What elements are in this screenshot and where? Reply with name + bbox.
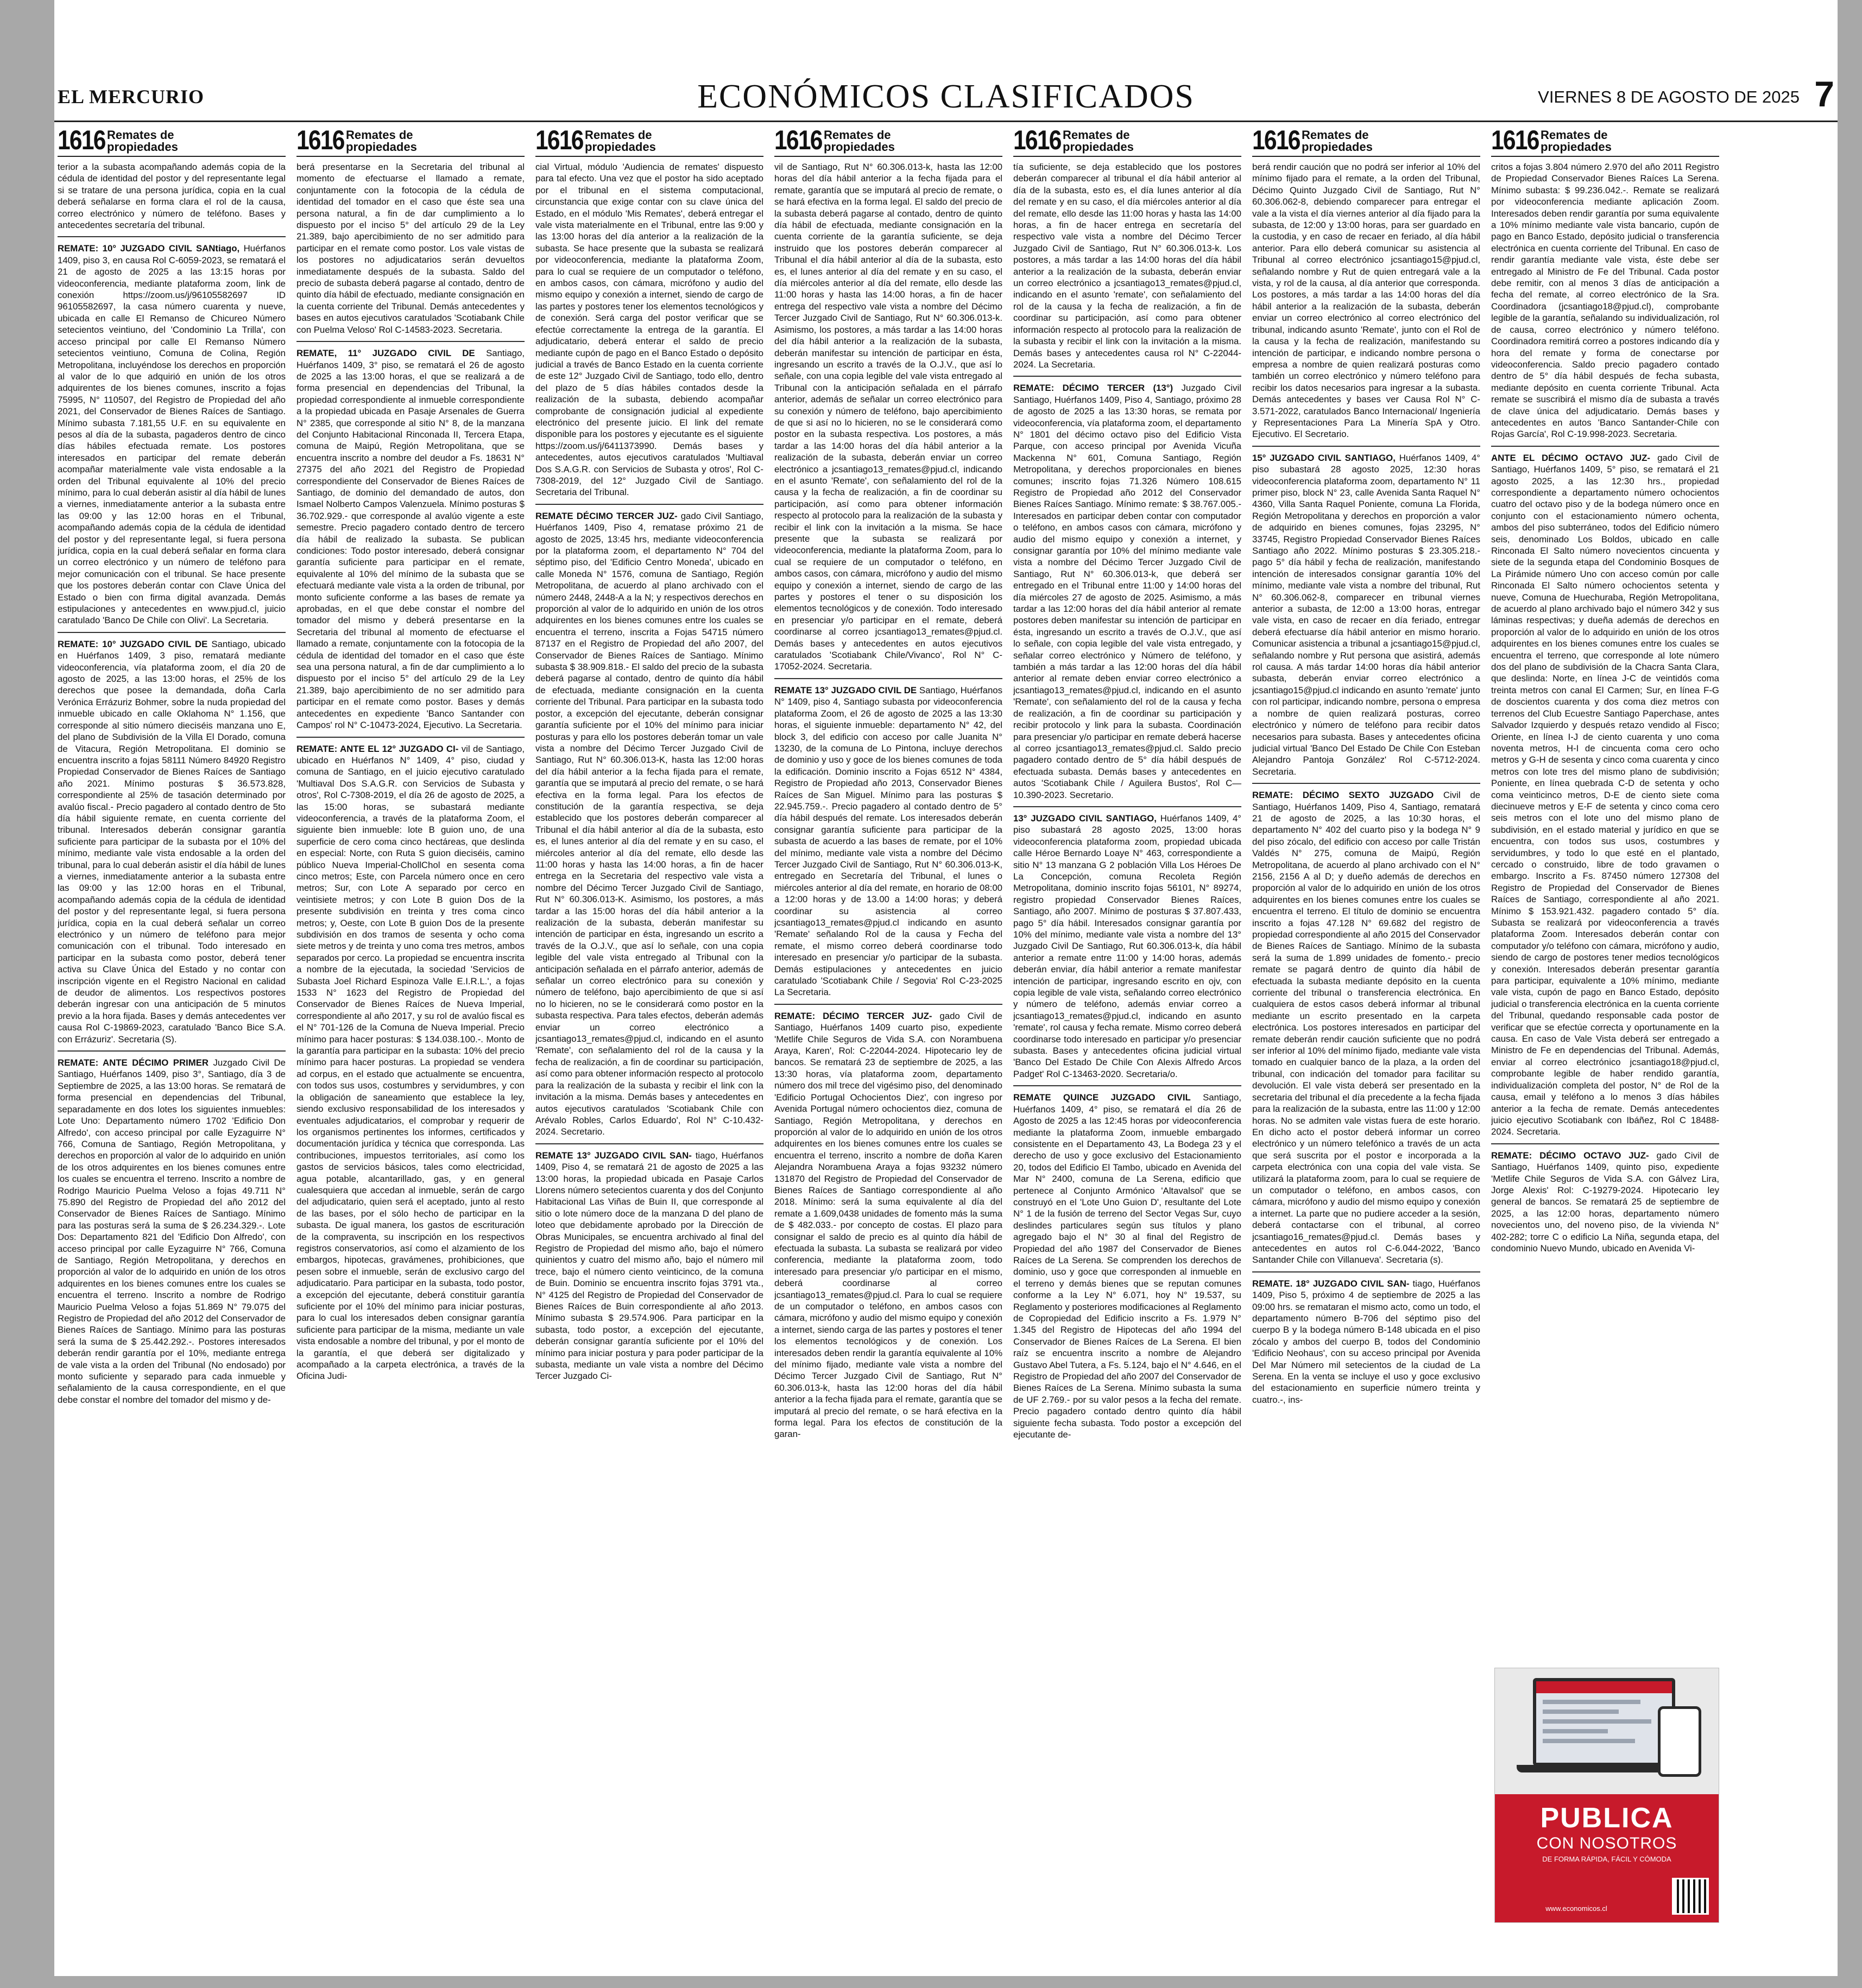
notice-text: gado Civil Santiago, Huérfanos 1409, Piso 4, rematase próximo 21 de agosto de 2025, 13:45 hrs, mediante videoconferencia por la plataforma zoom, el departamento N° 704 del séptimo piso, del 'Edificio Centro Moneda', ubicado en calle Moneda N° 1576, comuna de Santiago, Región Metropolitana, de acuerdo al plano archivado con el número 2448, 2448-A a la N; y respectivos derechos en proporción al valor de lo adquirido en unión de los otros adquirentes en los bienes comunes entre los cuales se encuentra el terreno, inscrita a Fojas 54715 número 87137 en el Registro de Propiedad del año 2007, del Conservador de Bienes Raíces de Santiago. Mínimo subasta $ 38.909.818.- El saldo del precio de la subasta deberá pagarse al contado, dentro de quinto día hábil de efectuada, mediante consignación en la cuenta corriente del Tribunal. Para participar en la subasta todo postor, a excepción del ejecutante, deberán consignar garantía suficiente por el 10% del mínimo para iniciar posturas y para ello los postores deberán tomar un vale vista a nombre del Décimo Tercer Juzgado Civil de Santiago, Rut N° 60.306.013-K, hasta las 12:00 horas del día hábil anterior a la fecha fijada para el remate, garantía que se imputará al precio del remate, o se hará efectiva en la forma legal. Para los efectos de constitución de la garantía respectiva, se deja establecido que los postores deberán comparecer al Tribunal el día hábil anterior al día de la subasta, esto es, el lunes anterior al día del remate y en su caso, el miércoles anterior al día del remate, ello desde las 11:00 horas y hasta las 14:00 horas, a fin de hacer entrega en la Secretaria del respectivo vale vista a nombre del Décimo Tercer Juzgado Civil de Santiago, Rut N° 60.306.013-K. Asimismo, los postores, a más tardar a las 15:00 horas del día hábil anterior a la realización de la subasta, deberán manifestar su intención de participar en ésta, ingresando un escrito a través de la O.J.V., que así lo señale, con una copia legible del vale vista entregado al Tribunal con la anticipación señalada en el párrafo anterior, además de señalar un correo electrónico para su conexión y número de teléfono, bajo apercibimiento de que si así no lo hicieren, no se le considerará como postor en la subasta respectiva. Para tales efectos, deberán además enviar un correo electrónico a jcsantiago13_remates@pjud.cl, indicando en el asunto 'Remate', con señalamiento del rol de la causa y la fecha de realización, a fin de coordinar su participación, así como para obtener información respecto al protocolo para la realización de la subasta y recibir el link con la invitación a la misma. Demás bases y antecedentes en autos ejecutivos caratulados 'Scotiabank Chile con Arévalo Robles, Carlos Eduardo', Rol N° C-10.432-2024. Secretario. <box>535 510 763 1137</box>
section-label <box>346 126 417 153</box>
notice-text: tiago, Huérfanos 1409, Piso 4, se rematará 21 de agosto de 2025 a las 13:00 horas, la propiedad ubicada en Pasaje Carlos Llorens número setecientos cuarenta y dos del Conjunto Habitacional Las Viñas de Buin II, que corresponde al sitio o lote número doce de la manzana D del plano de loteo que debidamente aprobado por la Dirección de Obras Municipales, se encuentra archivado al final del Registro de Propiedad del mismo año, bajo el número quinientos y cuatro del mismo año, bajo el número mil trece, bajo el número ciento veinticinco, de la comuna de Buin. Dominio se encuentra inscrito fojas 3791 vta., N° 4125 del Registro de Propiedad del Conservador de Bienes Raíces de Buin correspondiente al año 2013. Mínimo subasta $ 29.574.906. Para participar en la subasta, todo postor, a excepción del ejecutante, deberán consignar garantía suficiente por el 10% del mínimo para iniciar postura y para poder participar de la subasta, mediante un vale vista a nombre del Décimo Tercer Juzgado Ci- <box>535 1150 763 1382</box>
notice-text: berá rendir caución que no podrá ser inferior al 10% del mínimo fijado para el remate, a la orden del Tribunal, Décimo Quinto Juzgado Civil de Santiago, Rut N° 60.306.062-8, debiendo comparecer para entregar el vale a la vista el día viernes anterior al día fijado para la subasta, de 12:00 y 13:00 horas, para ser guardado en la custodia, y en caso de recaer en feriado, al día hábil anterior. Para ello deberá comunicar su asistencia al Tribunal al correo electrónico jcsantiago15@pjud.cl, señalando nombre y Rut de quien entregará vale a la vista, y rol de la causa, al día anterior que corresponda. Los postores, a más tardar a las 14:00 horas del día hábil anterior a la realización de la subasta, deberán enviar un correo electrónico al correo electrónico del tribunal, indicando asunto 'Remate', junto con el Rol de la causa y la fecha de realización, manifestando su intención de participar, e indicando nombre persona o empresa a nombre de quien realizará posturas como también un correo electrónico y número teléfono para recibir los datos necesarios para ingresar a la subasta. Demás antecedentes y bases ver Causa Rol N° C-3.571-2022, caratulados Banco Internacional/ Ingeniería y Representaciones Para La Minería SpA y Otro. Ejecutivo. El Secretario. <box>1252 162 1480 440</box>
classified-notice <box>774 685 1002 998</box>
laptop-illustration <box>1533 1678 1675 1766</box>
section-code: 1616 <box>1252 126 1300 155</box>
column-body <box>774 157 1002 1440</box>
section-label <box>585 126 656 153</box>
bottom-margin <box>0 1976 1862 1988</box>
column-header <box>296 126 525 157</box>
paper-name: EL MERCURIO <box>58 86 205 107</box>
classified-notice <box>535 1150 763 1382</box>
classified-notice <box>1252 452 1480 777</box>
screen-line <box>1543 1739 1635 1743</box>
section-label-line1: Remates de <box>1063 128 1130 142</box>
classified-notice <box>774 161 1002 673</box>
section-label-line2: propiedades <box>107 140 178 154</box>
item-divider <box>1252 446 1480 447</box>
ad-subtitle: CON NOSOTROS <box>1536 1834 1677 1852</box>
classified-notice <box>1013 1092 1241 1440</box>
notice-lead: REMATE: DÉCIMO TERCER (13°) <box>1013 383 1173 394</box>
column-body <box>535 157 763 1382</box>
classified-notice <box>58 638 286 1045</box>
notice-text: Huérfanos 1409, 4° piso subastará 28 agosto 2025, 13:00 horas videoconferencia plataforma zoom, propiedad ubicada calle Héroe Bernardo Loaye N° 463, correspondiente a sitio N° 13 manzana G 2 población Villa Los Héroes De La Concepción, comuna Recoleta Región Metropolitana, dominio inscrito fojas 56101, N° 89274, registro propiedad Conservador Bienes Raíces, Santiago, año 2007. Mínimo de posturas $ 37.807.433, pago 5° día hábil. Interesados consignar garantía por 10% del mínimo, mediante vale vista a nombre del 13° Juzgado Civil De Santiago, Rut 60.306.013-k, día hábil anterior a remate entre 11:00 y 14:00 horas, además deberán enviar, día hábil anterior a remate manifestar intención de participar, ingresando escrito en ojv, con copia legible de vale vista, señalando correo electrónico y número de teléfono, además enviar correo a jcsantiago13_remates@pjud.cl, indicando en asunto 'remate', rol causa y fecha remate. Mismo correo deberá coordinarse todo interesado en participar y/o presenciar subasta. Bases y antecedentes oficina judicial virtual 'Banco Del Estado De Chile Con Alexis Alfredo Arcos Padget' Rol C-13463-2020. Secretaria/o. <box>1013 813 1241 1079</box>
notice-text: Santiago, Huérfanos 1409, 4° piso, se rematará el día 26 de Agosto de 2025 a las 12:45 horas por videoconferencia mediante la plataforma Zoom, inmueble embargado consistente en el Departamento 43, La Bodega 23 y el derecho de uso y goce exclusivo del Estacionamiento 20, todos del Edificio El Tambo, ubicado en Avenida del Mar N° 2400, comuna de La Serena, edificio que pertenece al Conjunto Armónico 'Altavalsol' que se construyó en el 'Lote Uno Guion D', resultante del Lote N° 1 de la fusión de terreno del Sector Vegas Sur, cuyo deslindes particulares según sus títulos y plano agregado bajo el N° 30 al final del Registro de Propiedad del año 1987 del Conservador de Bienes Raíces de La Serena. Se comprenden los derechos de dominio, uso y goce que corresponden al inmueble en el terreno y demás bienes que se reputan comunes conforme a la Ley N° 6.071, hoy N° 19.537, su Reglamento y posteriores modificaciones al Reglamento de Copropiedad del Edificio inscrito a Fs. 1.979 N° 1.345 del Registro de Hipotecas del año 1994 del Conservador de Bienes Raíces de La Serena. El bien raíz se encuentra inscrito a nombre de Alejandro Gustavo Abel Tutera, a Fs. 5.124, bajo el N° 4.646, en el Registro de Propiedad del año 2007 del Conservador de Bienes Raíces de La Serena. Mínimo subasta la suma de UF 2.769.- por su valor pesos a la fecha del remate. Precio pagadero contado dentro quinto día hábil siguiente fecha subasta. Todo postor a excepción del ejecutante de- <box>1013 1092 1241 1440</box>
notice-text: vil de Santiago, ubicado en Huérfanos N° 1409, 4° piso, ciudad y comuna de Santiago, en el juicio ejecutivo caratulado 'Multiaval Dos S.A.G.R. con Servicios de Subasta y otros', Rol C-7308-2019, el día 26 de agosto de 2025, a las 15:00 horas, se subastará mediante videoconferencia, a través de la plataforma Zoom, el siguiente bien inmueble: lote B guion uno, de una superficie de cero coma cinco hectáreas, que deslinda en especial: Norte, con Ruta S guion dieciséis, camino público Nueva Imperial-ChollChol en sesenta coma cinco metros; Este, con Parcela número once en cero metros; Sur, con Lote A separado por cerco en veintisiete metros; y con Lote B guion Dos de la presente subdivisión en treinta y tres coma cinco metros; y, Oeste, con Lote B guion Dos de la presente subdivisión en dos tramos de sesenta y ocho coma siete metros y de treinta y uno coma tres metros, ambos separados por cerco. La propiedad se encuentra inscrita a nombre de la ejecutada, la sociedad 'Servicios de Subasta Joel Richard Espinoza Valle E.I.R.L.', a fojas 1533 N° 1623 del Registro de Propiedad del Conservador de Bienes Raíces de Nueva Imperial, correspondiente al año 2017, y su rol de avalúo fiscal es el N° 701-126 de la Comuna de Nueva Imperial. Precio mínimo para hacer posturas: $ 134.038.100.-. Monto de la garantía para participar en la subasta: 10% del precio mínimo para hacer posturas. La propiedad se vendera ad corpus, en el estado que actualmente se encuentra, con todos sus usos, costumbres y servidumbres, y con la obligación de saneamiento que establece la ley, siendo exclusivo responsabilidad de los interesados y eventuales adjudicatarios, el comprobar y requerir de los organismos pertinentes los informes, certificados y documentación jurídica y técnica que corresponda. Las contribuciones, impuestos territoriales, así como los gastos de servicios básicos, tales como electricidad, agua potable, alcantarillado, gas, y en general cualesquiera que accedan al inmueble, serán de cargo del adjudicatario, quien será el aceptado, junto al resto de las bases, por el sólo hecho de participar en la subasta. De igual manera, los gastos de escrituración de la compraventa, su inscripción en los respectivos registros conservatorios, así como el alzamiento de los embargos, hipotecas, gravámenes, prohibiciones, que pesen sobre el inmueble, serán de exclusivo cargo del adjudicatario. Para participar en la subasta, todo postor, a excepción del ejecutante, deberá constituir garantía suficiente por el 10% del mínimo para iniciar posturas, para lo cual los interesados deben consignar garantía suficiente para participar de la misma, mediante un vale vista endosable a nombre del tribunal, y por el monto de la garantía, el que deberá ser digitalizado y acompañado a la carpeta electrónica, a través de la Oficina Judi- <box>296 743 525 1382</box>
notice-text: Juzgado Civil Santiago, Huérfanos 1409, Piso 4, Santiago, próximo 28 de agosto de 2025 a las 13:30 horas, se remata por videoconferencia, vía plataforma zoom, el departamento N° 1801 del décimo octavo piso del Edificio Vista Parque, con acceso principal por Avenida Vicuña Mackenna N° 601, Comuna Santiago, Región Metropolitana, y derechos proporcionales en bienes comunes; inscrito fojas 71.326 Número 108.615 Registro de Propiedad año 2012 del Conservador Bienes Raíces Santiago. Mínimo remate: $ 38.767.005.- Interesados en participar deben contar con computador o teléfono, en ambos casos con cámara, micrófono y audio del mismo equipo y conexión a internet, y consignar garantía por 10% del mínimo mediante vale vista a nombre del Décimo Tercer Juzgado Civil de Santiago, Rut N° 60.306.013-k, que deberá ser entregado en el Tribunal entre 11:00 y 14:00 horas del día miércoles 27 de agosto de 2025. Asimismo, a más tardar a las 12:00 horas del día hábil anterior al remate postores deben manifestar su intención de participar en ésta, ingresando un escrito a través de O.J.V., que así lo señale, con copia legible del vale vista entregado, y señalar correo electrónico y Número de teléfono, y también a más tardar a las 12:00 horas del día hábil anterior al remate deben enviar correo electrónico a jcsantiago13_remates@pjud.cl, indicando en el asunto 'Remate', con señalamiento del rol de la causa y fecha de realización, a fin de coordinar su participación y recibir protocolo y link para la subasta. Coordinación para presenciar y/o participar en remate deberá hacerse al correo jcsantiago13_remates@pjud.cl. Saldo precio pagadero contado dentro de 5° día hábil después de efectuada subasta. Demás bases y antecedentes en autos 'Scotiabank Chile / Aguilera Bustos', Rol C—10.390-2023. Secretario. <box>1013 383 1241 800</box>
classified-notice <box>296 743 525 1382</box>
classified-notice <box>535 161 763 498</box>
left-margin <box>0 0 54 1988</box>
section-label-line2: propiedades <box>1541 140 1612 154</box>
classified-notice <box>296 161 525 335</box>
section-title: ECONÓMICOS CLASIFICADOS <box>697 78 1195 115</box>
masthead-rule <box>54 121 1838 122</box>
section-label <box>107 126 178 153</box>
classified-notice <box>58 161 286 231</box>
notice-lead: REMATE QUINCE JUZGADO CIVIL <box>1013 1092 1191 1103</box>
item-divider <box>535 1143 763 1144</box>
section-label <box>1541 126 1612 153</box>
classified-notice <box>1491 452 1719 1138</box>
classified-notice <box>58 1057 286 1405</box>
notice-lead: REMATE. 18° JUZGADO CIVIL SAN- <box>1252 1278 1410 1289</box>
notice-text: gado Civil de Santiago, Huérfanos 1409 cuarto piso, expediente 'Metlife Chile Seguros de Vida S.A. con Norambuena Araya, Karen', Rol: C-22044-2024. Hipotecario ley de bancos. Se rematará 23 de septiembre de 2025, a las 13:30 horas, vía plataforma zoom, departamento número dos mil trece del vigésimo piso, del denominado 'Edificio Portugal Ochocientos Diez', con ingreso por Avenida Portugal número ochocientos diez, comuna de Santiago, Región Metropolitana, y derechos en proporción al valor de lo adquirido en unión de los otros adquirentes en los bienes comunes entre los cuales se encuentra el terreno, inscrito a nombre de doña Karen Alejandra Norambuena Araya a fojas 93232 número 131870 del Registro de Propiedad del Conservador de Bienes Raíces de Santiago correspondiente al año 2018. Mínimo: será la suma equivalente al día del remate a 1.609,0438 unidades de fomento más la suma de $ 482.033.- por concepto de costas. El plazo para consignar el saldo de precio es al quinto día hábil de efectuada la subasta. La subasta se realizará por video conferencia, mediante la plataforma zoom, todo interesado para presenciar y/o participar en el mismo, deberá coordinarse al correo jcsantiago13_remates@pjud.cl. Para lo cual se requiere de un computador o teléfono, en ambos casos con cámara, micrófono y audio del mismo equipo y conexión a internet, siendo carga de las partes y postores el tener los elementos tecnológicos y de conexión. Los interesados deben rendir la garantía equivalente al 10% del mínimo fijado, mediante vale vista a nombre del Décimo Tercer Juzgado Civil de Santiago, Rut N° 60.306.013-k, hasta las 12:00 horas del día hábil anterior a la fecha fijada para el remate, garantía que se imputará al precio del remate, o se hará efectiva en la forma legal. Para los efectos de constitución de la garan- <box>774 1010 1002 1440</box>
notice-text: vil de Santiago, Rut N° 60.306.013-k, hasta las 12:00 horas del día hábil anterior a la fecha fijada para el remate, garantía que se imputará al precio de remate, o se hará efectiva en la forma legal. El saldo del precio de la subasta deberá pagarse al contado, dentro de quinto día hábil de efectuada, mediante consignación en la cuenta corriente de la garantía suficiente, se deja instruido que los postores deberán comparecer al Tribunal el día hábil anterior al día de la subasta, esto es, el lunes anterior al día del remate y en su caso, el día miércoles anterior al día del remate, ello desde las 11:00 horas y hasta las 14:00 horas, a fin de hacer entrega del respectivo vale vista a nombre del Décimo Tercer Juzgado Civil de Santiago, Rut N° 60.306.013-k. Asimismo, los postores, a más tardar a las 14:00 horas del día hábil anterior a la realización de la subasta, deberán manifestar su intención de participar en ésta, ingresando un escrito a través de la O.J.V., que así lo señale, con una copia legible del vale vista entregado al Tribunal con la anticipación señalada en el párrafo anterior, además de señalar un correo electrónico para su conexión y número de teléfono, bajo apercibimiento de que si así no lo hicieren, no se le considerará como postor en la subasta respectiva. Los postores, a más tardar a las 14:00 horas del día hábil anterior a la realización de la subasta, deberán enviar un correo electrónico a jcsantiago13_remates@pjud.cl, indicando en el asunto 'Remate', con señalamiento del rol de la causa y la fecha de realización, a fin de coordinar su participación, así como para obtener información respecto al protocolo para la realización de la subasta y recibir el link con la invitación a la misma. Se hace presente que la subasta se realizará por videoconferencia, mediante la plataforma Zoom, para lo cual se requiere de un computador o teléfono, en ambos casos, con cámara, micrófono y audio del mismo equipo y conexión a internet, siendo de cargo de las partes y postores el tener o su disposición los elementos tecnológicos y de conexión. Todo interesado en presenciar y/o participar en el remate, deberá coordinarse al correo jcsantiago13_remates@pjud.cl. Demás bases y antecedentes en autos ejecutivos caratulados 'Scotiabank Chile/Vivanco', Rol N° C-17052-2024. Secretaria. <box>774 162 1002 672</box>
classified-notice <box>1252 789 1480 1266</box>
notice-text: cial Virtual, módulo 'Audiencia de remates' dispuesto para tal efecto. Una vez que el postor ha sido aceptado por el tribunal en el sistema computacional, circunstancia que exige contar con su clave única del Estado, en el módulo 'Mis Remates', deberá entregar el vale vista materialmente en el Tribunal, entre las 9:00 y las 13:00 horas del día anterior a la realización de la subasta. Se hace presente que la subasta se realizará por videoconferencia, mediante la plataforma Zoom, para lo cual se requiere de un computador o teléfono, en ambos casos, con cámara, micrófono y audio del mismo equipo y conexión a internet, siendo de cargo de las partes y postores tener los elementos tecnológicos y de conexión. Será carga del postor verificar que se efectúe correctamente la entrega de la garantía. El adjudicatario, deberá enterar el saldo de precio mediante cupón de pago en el Banco Estado o depósito judicial a través de Banco Estado en la cuenta corriente de este 12° Juzgado Civil de Santiago, todo ello, dentro del plazo de 5 días hábiles contados desde la realización de la subasta, debiendo acompañar comprobante de consignación judicial al expediente electrónico del presente juicio. El link del remate disponible para los postores y ejecutante es el siguiente https://zoom.us/j/6411373990. Demás bases y antecedentes, autos ejecutivos caratulados 'Multiaval Dos S.A.G.R. con Servicios de Subasta y otros', Rol C-7308-2019, del 12° Juzgado Civil de Santiago. Secretaria del Tribunal. <box>535 162 763 498</box>
notice-lead: REMATE: ANTE DÉCIMO PRIMER <box>58 1058 209 1068</box>
column-header <box>1491 126 1719 157</box>
screen-line <box>1543 1710 1619 1714</box>
page-number: 7 <box>1814 74 1834 114</box>
laptop-screen-bar <box>1536 1681 1672 1693</box>
section-label-line2: propiedades <box>346 140 417 154</box>
ad-title: PUBLICA <box>1540 1802 1674 1834</box>
classified-column <box>58 126 286 1972</box>
section-label <box>824 126 895 153</box>
screen-line <box>1543 1700 1640 1704</box>
notice-lead: REMATE: 10° JUZGADO CIVIL SANtiago, <box>58 243 240 254</box>
classified-notice <box>1252 1278 1480 1405</box>
ad-url[interactable]: www.economicos.cl <box>1545 1904 1607 1913</box>
notice-lead: REMATE: ANTE EL 12° JUZGADO CI- <box>296 743 459 754</box>
notice-text: gado Civil de Santiago, Huérfanos 1409, quinto piso, expediente 'Metlife Chile Seguros de Vida S.A. con Gálvez Lira, Jorge Alexis' Rol: C-19279-2024. Hipotecario ley general de bancos. Se rematará 25 de septiembre de 2025, a las 12:00 horas, departamento número novecientos uno, del noveno piso, de la vivienda N° 402-282; torre C o edificio La Niña, segunda etapa, del condominio Nuevo Mundo, ubicado en Avenida Vi- <box>1491 1150 1719 1253</box>
classified-notice <box>296 347 525 731</box>
section-code: 1616 <box>535 126 583 155</box>
section-label-line1: Remates de <box>1302 128 1369 142</box>
notice-text: critos a fojas 3.804 número 2.970 del año 2011 Registro de Propiedad Conservador Bienes Raíces La Serena. Mínimo subasta: $ 99.236.042.-. Remate se realizará por videoconferencia mediante aplicación Zoom. Interesados deben rendir garantía por suma equivalente a 10% mínimo mediante vale vista bancario, cupón de pago en Banco Estado, depósito judicial o transferencia electrónica en cuenta corriente del Tribunal. En caso de rendir garantía mediante vale vista, éste debe ser entregado al Ministro de Fe del Tribunal. Cada postor debe remitir, con al menos 3 días de anticipación a fecha del remate, al correo electrónico de la Sra. Coordinadora (jcsantiago18@pjud.cl), comprobante legible de la garantía, señalando su individualización, rol de causa, correo electrónico y número teléfono. Coordinadora remitirá correo a postores indicando día y hora del remate y forma de conectarse por videoconferencia. Saldo precio pagadero contado dentro de 5° día hábil después de fecha subasta, mediante depósito en cuenta corriente Tribunal. Acta remate se suscribirá el mismo día de subasta a través de clave única del adjudicatario. Demás bases y antecedentes en autos 'Banco Santander-Chile con Rojas García', Rol C-19.998-2023. Secretaria. <box>1491 162 1719 440</box>
section-code: 1616 <box>774 126 822 155</box>
notice-lead: REMATE 13° JUZGADO CIVIL DE <box>774 685 917 695</box>
item-divider <box>58 1050 286 1052</box>
classified-notice <box>1252 161 1480 440</box>
classified-column <box>1013 126 1241 1972</box>
classified-column <box>1252 126 1480 1972</box>
notice-text: Huérfanos 1409, 4° piso subastará 28 agosto 2025, 12:30 horas videoconferencia plataforma zoom, departamento N° 11 primer piso, block N° 23, calle Avenida Santa Raquel N° 4360, Villa Santa Raquel Poniente, comuna La Florida, Región Metropolitana y derechos en proporción a valor de adquirido en bienes comunes, fojas 23295, N° 33745, Registro Propiedad Conservador Bienes Raíces Santiago año 2022. Mínimo posturas $ 23.305.218.- pago 5° día hábil y fecha de realización, manifestando intención de interesados consignar garantía 10% del mínimo, mediante vale vista a nombre del tribunal, Rut N° 60.306.062-8, comparecer en tribunal viernes anterior a subasta, de 12:00 a 13:00 horas, entregar vale vista, en caso de recaer en día feriado, entregar deberá efectuarse día hábil anterior en mismo horario. Comunicar asistencia a tribunal a jcsantiago15@pjud.cl, señalando nombre y Rut persona que asistirá, además rol causa. A más tardar 14:00 horas día hábil anterior subasta, deberán enviar correo electrónico a jcsantiago15@pjud.cl indicando en asunto 'remate' junto con rol participar, indicando nombre, persona o empresa a nombre de quien realizará posturas, correo electrónico y número de teléfono para recibir datos necesarios para subasta. Bases y antecedentes oficina judicial virtual 'Banco Del Estado De Chile Con Esteban Alejandro Pantoja González' Rol C-5712-2024. Secretaria. <box>1252 452 1480 777</box>
section-code: 1616 <box>58 126 105 155</box>
notice-text: Santiago, Huérfanos N° 1409, piso 4, Santiago subasta por videoconferencia plataforma Zoom, el 26 de agosto de 2025 a las 13:30 horas, el siguiente inmueble: departamento N° 42, del block 3, del edificio con acceso por calle Juanita N° 13230, de la comuna de Lo Pintona, incluye derechos de dominio y uso y goce de los bienes comunes de toda la edificación. Dominio inscrito a Fojas 6512 N° 4384, Registro de Propiedad año 2013, Conservador Bienes Raíces de San Miguel. Mínimo para las posturas $ 22.945.759.-. Precio pagadero al contado dentro de 5° día hábil después del remate. Los interesados deberán consignar garantía suficiente para participar de la subasta de acuerdo a las bases de remate, por el 10% del mínimo, mediante vale vista a nombre del Décimo Tercer Juzgado Civil de Santiago, Rut N° 60.306.013-K, entregado en Secretaría del Tribunal, el lunes o miércoles anterior al día del remate, en horario de 08:00 a 12:00 horas y de 13.00 a 14:00 horas; y deberá coordinar su asistencia al correo jcsantiago13_remates@pjud.cl indicando en asunto 'Remate' señalando Rol de la causa y Fecha del remate, el mismo correo deberá coordinarse todo interesado en presenciar y/o participar de la subasta. Demás estipulaciones y antecedentes en juicio caratulado 'Scotiabank Chile / Segovia' Rol C-23-2025 La Secretaria. <box>774 685 1002 998</box>
notice-text: Santiago, Huérfanos 1409, 3° piso, se rematará el 26 de agosto de 2025 a las 13:00 horas, el que se realizará a de forma presencial en dependencias del Tribunal, la propiedad correspondiente al inmueble correspondiente a la propiedad ubicada en Pasaje Arsenales de Guerra N° 2385, que corresponde al sitio N° 8, de la manzana del Conjunto Habitacional Rinconada II, Tercera Etapa, comuna de Maipú, Región Metropolitana, que se encuentra inscrito a nombre del deudor a Fs. 18631 N° 27375 del año 2021 del Registro de Propiedad correspondiente del Conservador de Bienes Raíces de Santiago, de dominio del demandado de autos, don Ismael Nolberto Campos Valenzuela. Mínimo posturas $ 36.702.929.- que corresponde al avalúo vigente a este semestre. Precio pagadero contado dentro de tercero día hábil de realizado la subasta. Se publican condiciones: Todo postor interesado, deberá consignar garantía suficiente para participar en el remate, equivalente al 10% del mínimo de la subasta que se efectuará mediante vale vista a la orden de tribunal, por monto suficiente conforme a las bases de remate ya aprobadas, en el que debe constar el nombre del tomador del mismo y deberá presentarse en la Secretaria del tribunal al momento de efectuarse el llamado a remate, conjuntamente con la fotocopia de la cédula de identidad del tomador en el caso que éste sea una persona natural, a fin de dar cumplimiento a lo dispuesto por el inciso 5° del artículo 29 de la Ley 21.389, bajo apercibimiento de no ser admitido para participar en el remate como postor. Bases y demás antecedentes en expediente 'Banco Santander con Campos' rol N° C-10473-2024, Ejecutivo. La Secretaria. <box>296 348 525 731</box>
section-label <box>1063 126 1134 153</box>
item-divider <box>1491 446 1719 447</box>
item-divider <box>1252 783 1480 784</box>
classified-notice <box>535 510 763 1138</box>
classified-notice <box>1491 1150 1719 1255</box>
section-code: 1616 <box>1013 126 1061 155</box>
notice-lead: 13° JUZGADO CIVIL SANTIAGO, <box>1013 813 1157 824</box>
classified-notice <box>1013 382 1241 801</box>
notice-text: terior a la subasta acompañando además copia de la cédula de identidad del postor y del representante legal si se tratare de una persona jurídica, copia en la cual deberá señalarse en forma clara el rol de la causa, correo electrónico y número de teléfono. Bases y antecedentes secretaría del tribunal. <box>58 162 286 231</box>
notice-text: Juzgado Civil De Santiago, Huérfanos 1409, piso 3°, Santiago, día 3 de Septiembre de 2025, a las 13:00 horas. Se rematará de forma presencial en dependencias del Tribunal, separadamente en dos lotes los siguientes inmuebles: Lote Uno: Departamento número 1702 'Edificio Don Alfredo', con acceso principal por calle Eyzaguirre N° 766, Comuna de Santiago, Región Metropolitana, y derechos en proporción al valor de lo adquirido en unión de los otros adquirentes en los bienes comunes entre los cuales se encuentra el terreno. Inscrito a nombre de Rodrigo Mauricio Puelma Veloso a fojas 49.711 N° 75.890 del Registro de Propiedad del año 2012 del Conservador de Bienes Raíces de Santiago. Mínimo para las posturas será la suma de $ 26.234.329.-. Lote Dos: Departamento 821 del 'Edificio Don Alfredo', con acceso principal por calle Eyzaguirre N° 766, Comuna de Santiago, Región Metropolitana, y derechos en proporción al valor de lo adquirido en unión de los otros adquirentes en los bienes comunes entre los cuales se encuentra el terreno. Inscrito a nombre de Rodrigo Mauricio Puelma Veloso a fojas 51.869 N° 79.075 del Registro de Propiedad del año 2012 del Conservador de Bienes Raíces de Santiago. Mínimo para las posturas será la suma de $ 25.442.292.-. Postores interesados deberán rendir garantía por el 10%, mediante entrega de vale vista a la orden del Tribunal (No endosado) por monto suficiente y separado para cada inmueble y señalamiento de la causa correspondiente, en el que debe constar el nombre del tomador del mismo y de- <box>58 1058 286 1405</box>
column-body <box>58 157 286 1405</box>
notice-text: berá presentarse en la Secretaria del tribunal al momento de efectuarse el llamado a remate, conjuntamente con la fotocopia de la cédula de identidad del tomador en el caso que éste sea una persona natural, a fin de dar cumplimiento a lo dispuesto por el inciso 5° del artículo 29 de la Ley 21.389, bajo apercibimiento de no ser admitido para participar en el remate como postor. Los vale vistas de los postores no adjudicatarios serán devueltos inmediatamente después de la subasta. Saldo del precio de subasta deberá pagarse al contado, dentro de quinto día hábil de efectuado, mediante consignación en la cuenta corriente del Tribunal. Demás antecedentes y bases en autos ejecutivos caratulados 'Scotiabank Chile con Puelma Veloso' Rol C-14583-2023. Secretaria. <box>296 162 525 335</box>
ad-tagline: DE FORMA RÁPIDA, FÁCIL Y CÓMODA <box>1542 1855 1671 1863</box>
section-label-line2: propiedades <box>585 140 656 154</box>
notice-lead: REMATE, 11° JUZGADO CIVIL DE <box>296 348 475 359</box>
section-code: 1616 <box>1491 126 1539 155</box>
item-divider <box>1013 1085 1241 1086</box>
classified-notice <box>1013 161 1241 370</box>
column-body <box>1013 157 1241 1440</box>
classified-notice <box>58 243 286 626</box>
notice-lead: REMATE DÉCIMO TERCER JUZ- <box>535 510 678 521</box>
qr-code-icon[interactable] <box>1672 1878 1709 1915</box>
classified-column <box>774 126 1002 1972</box>
newspaper-page <box>54 0 1838 1976</box>
right-margin <box>1838 0 1862 1988</box>
classified-column <box>296 126 525 1972</box>
section-label <box>1302 126 1373 153</box>
column-header <box>774 126 1002 157</box>
notice-lead: REMATE: 10° JUZGADO CIVIL DE <box>58 638 208 649</box>
column-header <box>535 126 763 157</box>
notice-lead: REMATE: DÉCIMO TERCER JUZ- <box>774 1010 932 1021</box>
classified-notice <box>1491 161 1719 440</box>
notice-lead: REMATE: DÉCIMO OCTAVO JUZ- <box>1491 1150 1649 1161</box>
notice-lead: ANTE EL DÉCIMO OCTAVO JUZ- <box>1491 452 1650 463</box>
column-body <box>1491 157 1719 1254</box>
section-label-line1: Remates de <box>107 128 174 142</box>
advertisement[interactable] <box>1494 1668 1719 1923</box>
item-divider <box>1013 806 1241 807</box>
classified-notice <box>774 1010 1002 1440</box>
notice-lead: REMATE: DÉCIMO SEXTO JUZGADO <box>1252 790 1434 801</box>
dateline: VIERNES 8 DE AGOSTO DE 2025 <box>1538 87 1800 106</box>
section-label-line1: Remates de <box>346 128 413 142</box>
section-label-line2: propiedades <box>824 140 895 154</box>
column-body <box>1252 157 1480 1405</box>
notice-text: Civil de Santiago, Huérfanos 1409, Piso 4, Santiago, rematará 21 de agosto de 2025, a las 10:30 horas, el departamento N° 402 del cuarto piso y la bodega N° 9 del piso zócalo, del edificio con acceso por calle Tristán Valdés N° 275, comuna de Maipú, Región Metropolitana, de acuerdo al plano archivado con el N° 2156, 2156 A al D; y dueño además de derechos en proporción al valor de lo adquirido en unión de los otros adquirentes en los bienes comunes entre los cuales se encuentra el terreno. El título de dominio se encuentra inscrito a fojas 47.128 N° 69.682 del registro de propiedad correspondiente al año 2015 del Conservador de Bienes Raíces de Santiago. Mínimo de la subasta será la suma de 1.899 unidades de fomento.- precio remate se pagará dentro de quinto día hábil de efectuada la subasta mediante depósito en la cuenta corriente del tribunal o transferencia electrónica. En cualquiera de estos casos deberá informar al tribunal mediante un escrito presentado en la carpeta electrónica. Los postores interesados en participar del remate deberán rendir caución suficiente que no podrá ser inferior al 10% del mínimo fijado, mediante vale vista tomado en cualquier banco de la plaza, a la orden del tribunal, con indicación del tomador para facilitar su devolución. El vale vista deberá ser presentado en la secretaria del tribunal el día precedente a la fecha fijada para la realización de la subasta, entre las 11:00 y 12:00 horas. No se admiten vale vistas fuera de este horario. En dicho acto el postor deberá informar un correo electrónico y un número telefónico a través de un acta que será suscrita por el postor e incorporada a la carpeta electrónica con una copia del vale vista. Se utilizará la plataforma zoom, para lo cual se requiere de un computador o teléfono, en ambos casos, con cámara, micrófono y audio del mismo equipo y conexión a internet. La parte que no pudiere acceder a la sesión, deberá contactarse con el tribunal, al correo jcsantiago16_remates@pjud.cl. Demás bases y antecedentes en autos rol C-6.044-2022, 'Banco Santander Chile con Villanueva'. Secretaria (s). <box>1252 790 1480 1265</box>
notice-text: tía suficiente, se deja establecido que los postores deberán comparecer al tribunal el día hábil anterior al día de la subasta, esto es, el día lunes anterior al día del remate y en su caso, el día miércoles anterior al día del remate, ello desde las 11:00 horas y hasta las 14:00 horas, a fin de hacer entrega en secretaría del respectivo vale vista a nombre del Décimo Tercer Juzgado Civil de Santiago, Rut N° 60.306.013-k. Los postores, a más tardar a las 14:00 horas del día hábil anterior a la realización de la subasta, deberán enviar un correo electrónico a jcsantiago13_remates@pjud.cl, indicando en el asunto 'remate', con señalamiento del rol de la causa y la fecha de realización, a fin de coordinar su participación, así como para obtener información respecto al protocolo para la realización de la subasta y recibir el link con la invitación a la misma. Demás bases y antecedentes causa rol N° C-22044-2024. La Secretaria. <box>1013 162 1241 370</box>
section-label-line2: propiedades <box>1063 140 1134 154</box>
column-header <box>1013 126 1241 157</box>
notice-text: Huérfanos 1409, piso 3, en causa Rol C-6059-2023, se rematará el 21 de agosto de 2025 a las 13:15 horas por videoconferencia, mediante plataforma zoom, link de conexión https://zoom.us/j/96105582697 ID 96105582697, la casa número cuarenta y nueve, ubicada en calle El Remanso de Chicureo Número setecientos veintiuno, del 'Condominio La Trilla', con acceso principal por calle El Remanso Número setecientos veintiuno, Comuna de Colina, Región Metropolitana, incluyéndose los derechos en proporción al valor de lo que adquirió en unión de los otros adquirentes de los bienes comunes, inscrito a fojas 75995, N° 110507, del Registro de Propiedad del año 2021, del Conservador de Bienes Raíces de Santiago. Mínimo subasta 7.181,55 U.F. en su equivalente en pesos al día de la subasta, pagaderos dentro de cinco días hábiles efectuada remate. Los postores interesados en participar del remate deberán acompañar materialmente vale vista endosable a la orden del Tribunal equivalente al 10% del precio mínimo, para lo cual deberán asistir al día hábil de lunes a viernes, inmediatamente anterior a la subasta entre las 09:00 y las 12:00 horas en el Tribunal, acompañando además copia de la cédula de identidad del postor y del representante legal, si fuera persona jurídica, copia en la cual deberá señalar en forma clara un correo electrónico y un número de teléfono para mejor comunicación con el tribunal. Se hace presente que los postores deberán contar con Clave Única del Estado o bien con firma digital avanzada. Demás estipulaciones y antecedentes en www.pjud.cl, juicio caratulado 'Banco De Chile con Olivi'. La Secretaria. <box>58 243 286 626</box>
item-divider <box>774 678 1002 679</box>
phone-illustration <box>1658 1706 1701 1777</box>
classified-notice <box>1013 813 1241 1080</box>
item-divider <box>1252 1271 1480 1272</box>
item-divider <box>296 341 525 342</box>
notice-text: Santiago, ubicado en Huérfanos 1409, 3 piso, rematará mediante videoconferencia, vía plataforma zoom, el día 20 de agosto de 2025, a las 13:00 horas, el 25% de los derechos que posee la demandada, doña Carla Verónica Errázuriz Bohmer, sobre la nuda propiedad del inmueble ubicado en calle Oklahoma N° 1.156, que corresponde al sitio número dieciséis manzana uno E, del plano de Subdivisión de la Villa El Dorado, comuna de Vitacura, Región Metropolitana. El dominio se encuentra inscrito a fojas 58111 Número 84920 Registro Propiedad Conservador de Bienes Raíces de Santiago año 2021. Mínimo posturas $ 36.573.828, correspondiente al 25% de tasación determinado por avalúo fiscal.- Precio pagadero al contado dentro de 5to día hábil siguiente remate, en cuenta corriente del tribunal. Interesados deberán consignar garantía suficiente para participar de la subasta por el 10% del mínimo, mediante vale vista endosable a la orden del tribunal, para lo cual deberán asistir el día hábil de lunes a viernes, inmediatamente anterior a la subasta entre las 09:00 y las 12:00 horas en el Tribunal, acompañando además copia de la cédula de identidad del postor y del representante legal, si fuera persona jurídica, copia en la cual deberá señalar un correo electrónico y un número de teléfono para mejor comunicación con el tribunal. Todo interesado en participar en la subasta como postor, deberá tener activa su Clave Única del Estado y no contar con inscripción vigente en el Registro Nacional en calidad de deudor de alimentos. Los respectivos postores deberán ingresar con una anticipación de 5 minutos previo a la hora fijada. Bases y demás antecedentes ver causa Rol C-19869-2023, caratulado 'Banco Bice S.A. con Errázuriz'. Secretaria (S). <box>58 638 286 1044</box>
screen-line <box>1543 1729 1608 1733</box>
item-divider <box>1013 376 1241 377</box>
notice-lead: REMATE 13° JUZGADO CIVIL SAN- <box>535 1150 692 1161</box>
notice-text: gado Civil de Santiago, Huérfanos 1409, 5° piso, se rematará el 21 agosto 2025, a las 12:30 hrs., propiedad correspondiente a departamento número ochocientos cuatro del octavo piso y de la bodega número once en conjunto con el estacionamiento número ochenta, ambos del piso subterráneo, todos del Edificio número seis, denominado Los Boldos, ubicado en calle Rinconada El Salto número novecientos cincuenta y siete de la segunda etapa del Condominio Bosques de La Pirámide número Uno con acceso común por calle Rinconada El Salto número ochocientos setenta y nueve, Comuna de Huechuraba, Región Metropolitana, de acuerdo al plano archivado bajo el número 342 y sus láminas respectivas; y dueña además de derechos en proporción al valor de lo adquirido en unión de los otros adquirentes en los bienes comunes entre los cuales se encuentra el terreno, que corresponde al lote número dos del plano de subdivisión de la Chacra Santa Clara, que deslinda: Norte, en línea J-C de veintidós coma treinta metros con canal El Carmen; Sur, en línea F-G de doscientos cuarenta y dos coma diez metros con terrenos del Club Ecuestre Santiago Paperchase, antes Salvador Izquierdo y después retazo vendido al Fisco; Oriente, en línea I-J de ciento cuarenta y uno coma noventa metros, H-I de cincuenta coma cero ocho metros y G-H de sesenta y cinco coma cuarenta y cinco metros con lote tres del mismo plano de subdivisión; Poniente, en línea quebrada C-D de setenta y ocho coma veinticinco metros, D-E de ciento siete coma diecinueve metros y E-F de setenta y cinco coma cero seis metros con el lote uno del mismo plano de subdivisión, en el estado material y jurídico en que se encuentra, con todos sus usos, costumbres y servidumbres, y todo lo que esté en el plantado, cercado o construido, libre de todo gravamen o embargo. Inscrito a Fs. 87450 número 127308 del Registro de Propiedad del Conservador de Bienes Raíces de Santiago, correspondiente al año 2021. Mínimo $ 153.921.432. pagadero contado 5° día. Subasta se realizará por videoconferencia a través plataforma Zoom. Interesados deberán contar con computador y/o teléfono con cámara, micrófono y audio, siendo de cargo de postores tener medios tecnológicos y conexión. Interesados deberán presentar garantía para participar, equivalente a 10% mínimo, mediante vale vista, cupón de pago en Banco Estado, depósito judicial o transferencia electrónica en la cuenta corriente del Tribunal, quedando responsable cada postor de verificar que se efectúe correcta y oportunamente en la causa. En caso de Vale Vista deberá ser entregado a Ministro de Fe en dependencias del Tribunal. Además, enviar al correo electrónico jcsantiago18@pjud.cl, comprobante legible de haber rendido garantía, individualización completa del postor, N° de Rol de la causa, email y teléfono a lo menos 3 días hábiles anterior a la fecha de remate. Demás antecedentes juicio ejecutivo Scotiabank con Ibáñez, Rol C 18488-2024. Secretaria. <box>1491 452 1719 1137</box>
section-code: 1616 <box>296 126 344 155</box>
section-label-line1: Remates de <box>585 128 652 142</box>
section-label-line1: Remates de <box>824 128 891 142</box>
column-header <box>58 126 286 157</box>
item-divider <box>58 632 286 633</box>
notice-lead: 15° JUZGADO CIVIL SANTIAGO, <box>1252 452 1396 463</box>
item-divider <box>774 1004 1002 1005</box>
item-divider <box>1491 1143 1719 1144</box>
classified-column <box>535 126 763 1972</box>
column-header <box>1252 126 1480 157</box>
masthead <box>54 73 1838 120</box>
column-body <box>296 157 525 1382</box>
screen-line <box>1543 1719 1651 1724</box>
classified-column <box>1491 126 1719 1662</box>
ad-banner <box>1495 1794 1719 1922</box>
notice-text: tiago, Huérfanos 1409, Piso 5, próximo 4 de septiembre de 2025 a las 09:00 hrs. se remataran el mismo acto, como un todo, el departamento número B-706 del séptimo piso del cuerpo B y la bodega número B-148 ubicada en el piso zócalo y ambos del cuerpo B, todos del Condominio 'Edificio Neohaus', con su acceso principal por Avenida Del Mar Número mil setecientos de la ciudad de La Serena. En la venta se incluye el uso y goce exclusivo del estacionamiento en superficie número treinta y cuatro.-, ins- <box>1252 1278 1480 1405</box>
item-divider <box>535 504 763 505</box>
section-label-line2: propiedades <box>1302 140 1373 154</box>
section-label-line1: Remates de <box>1541 128 1608 142</box>
item-divider <box>58 236 286 237</box>
item-divider <box>296 737 525 738</box>
